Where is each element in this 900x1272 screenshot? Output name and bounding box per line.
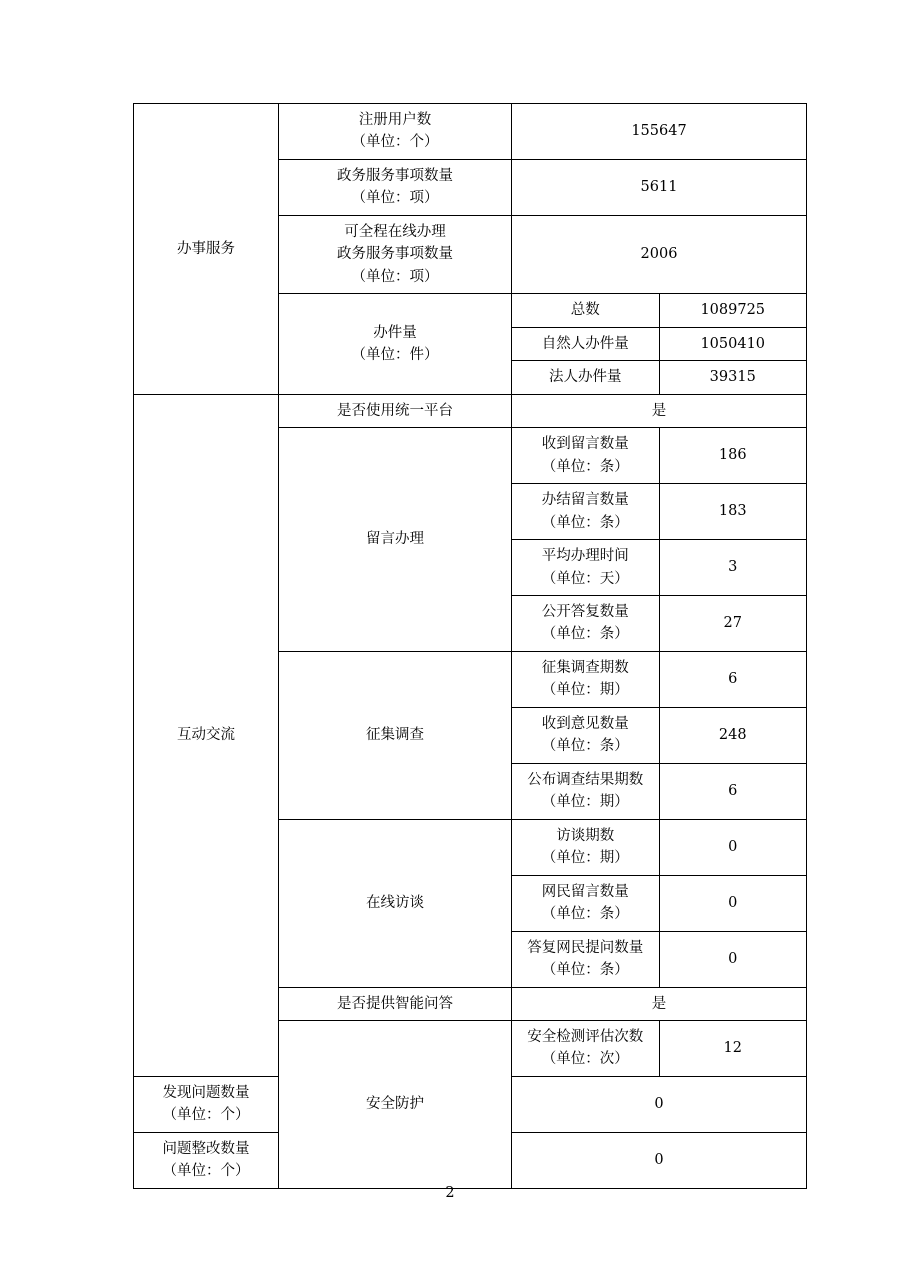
sub-label-line-2: （单位：条） bbox=[541, 962, 629, 979]
row-label bbox=[279, 294, 512, 394]
sub-label-line-2: （单位：条） bbox=[541, 738, 629, 755]
sub-label bbox=[512, 819, 660, 875]
row-label bbox=[134, 1076, 279, 1132]
row-label: 留言办理 bbox=[279, 428, 512, 652]
row-label: 是否使用统一平台 bbox=[279, 394, 512, 427]
sub-label-line-1: 办结留言数量 bbox=[541, 492, 629, 509]
sub-label: 总数 bbox=[512, 294, 660, 327]
row-label bbox=[134, 1132, 279, 1188]
row-label: 征集调查 bbox=[279, 651, 512, 819]
row-label bbox=[279, 215, 512, 293]
value-cell: 0 bbox=[659, 875, 807, 931]
row-label bbox=[279, 104, 512, 160]
value-cell: 3 bbox=[659, 540, 807, 596]
label-line-2: （单位：个） bbox=[162, 1163, 250, 1180]
value-cell: 2006 bbox=[512, 215, 807, 293]
label-line-1: 问题整改数量 bbox=[162, 1140, 250, 1157]
sub-label: 自然人办件量 bbox=[512, 327, 660, 360]
sub-label bbox=[512, 595, 660, 651]
sub-label-line-2: （单位：期） bbox=[541, 850, 629, 867]
value-cell: 0 bbox=[512, 1076, 807, 1132]
table-row bbox=[134, 394, 807, 427]
sub-label-line-1: 公布调查结果期数 bbox=[527, 771, 644, 788]
sub-label bbox=[512, 651, 660, 707]
value-cell: 5611 bbox=[512, 159, 807, 215]
row-label bbox=[279, 159, 512, 215]
label-line-1: 办件量 bbox=[373, 324, 417, 341]
sub-label-line-1: 收到意见数量 bbox=[541, 715, 629, 732]
value-cell: 248 bbox=[659, 707, 807, 763]
value-cell: 是 bbox=[512, 987, 807, 1020]
value-cell: 12 bbox=[659, 1021, 807, 1077]
sub-label-line-1: 平均办理时间 bbox=[541, 548, 629, 565]
sub-label bbox=[512, 707, 660, 763]
sub-label-line-2: （单位：条） bbox=[541, 626, 629, 643]
sub-label: 法人办件量 bbox=[512, 361, 660, 394]
sub-label bbox=[512, 875, 660, 931]
sub-label-line-1: 访谈期数 bbox=[556, 827, 615, 844]
value-cell: 6 bbox=[659, 763, 807, 819]
row-label bbox=[512, 1021, 660, 1077]
label-line-1: 可全程在线办理 bbox=[344, 223, 446, 240]
category-cell-service: 办事服务 bbox=[134, 104, 279, 395]
value-cell: 1089725 bbox=[659, 294, 807, 327]
sub-label-line-1: 公开答复数量 bbox=[541, 603, 629, 620]
value-cell: 是 bbox=[512, 394, 807, 427]
label-line-1: 政务服务事项数量 bbox=[337, 167, 453, 184]
label-line-2: （单位：项） bbox=[351, 190, 439, 207]
sub-label-line-2: （单位：条） bbox=[541, 906, 629, 923]
value-cell: 0 bbox=[659, 819, 807, 875]
statistics-table bbox=[133, 103, 807, 1189]
sub-label-line-2: （单位：天） bbox=[541, 570, 629, 587]
table-row bbox=[134, 104, 807, 160]
label-line-1: 注册用户数 bbox=[358, 112, 432, 128]
sub-label-line-1: 征集调查期数 bbox=[541, 659, 629, 676]
sub-label bbox=[512, 540, 660, 596]
value-cell: 186 bbox=[659, 428, 807, 484]
sub-label-line-2: （单位：条） bbox=[541, 514, 629, 531]
sub-label bbox=[512, 763, 660, 819]
value-cell: 39315 bbox=[659, 361, 807, 394]
category-cell-interaction: 互动交流 bbox=[134, 394, 279, 1076]
value-cell: 0 bbox=[659, 931, 807, 987]
label-line-2: （单位：件） bbox=[351, 346, 439, 363]
sub-label-line-2: （单位：条） bbox=[541, 458, 629, 475]
page-number: 2 bbox=[445, 1185, 455, 1201]
label-line-2: 政务服务事项数量 bbox=[337, 246, 453, 263]
sub-label bbox=[512, 484, 660, 540]
label-line-2: （单位：个） bbox=[351, 134, 439, 151]
label-line-3: （单位：项） bbox=[351, 268, 439, 285]
sub-label-line-2: （单位：期） bbox=[541, 794, 629, 811]
statistics-table-wrapper bbox=[133, 103, 791, 1189]
row-label: 在线访谈 bbox=[279, 819, 512, 987]
value-cell: 27 bbox=[659, 595, 807, 651]
category-cell-security: 安全防护 bbox=[279, 1021, 512, 1189]
label-line-1: 发现问题数量 bbox=[162, 1084, 250, 1101]
label-line-2: （单位：个） bbox=[162, 1107, 250, 1124]
sub-label bbox=[512, 931, 660, 987]
label-line-1: 安全检测评估次数 bbox=[527, 1029, 644, 1045]
value-cell: 183 bbox=[659, 484, 807, 540]
value-cell: 0 bbox=[512, 1132, 807, 1188]
value-cell: 1050410 bbox=[659, 327, 807, 360]
value-cell: 155647 bbox=[512, 104, 807, 160]
label-line-2: （单位：次） bbox=[541, 1051, 629, 1068]
sub-label-line-1: 收到留言数量 bbox=[541, 436, 629, 453]
sub-label-line-1: 答复网民提问数量 bbox=[527, 939, 644, 956]
row-label: 是否提供智能问答 bbox=[279, 987, 512, 1020]
value-cell: 6 bbox=[659, 651, 807, 707]
sub-label-line-2: （单位：期） bbox=[541, 682, 629, 699]
sub-label-line-1: 网民留言数量 bbox=[541, 883, 629, 900]
sub-label bbox=[512, 428, 660, 484]
